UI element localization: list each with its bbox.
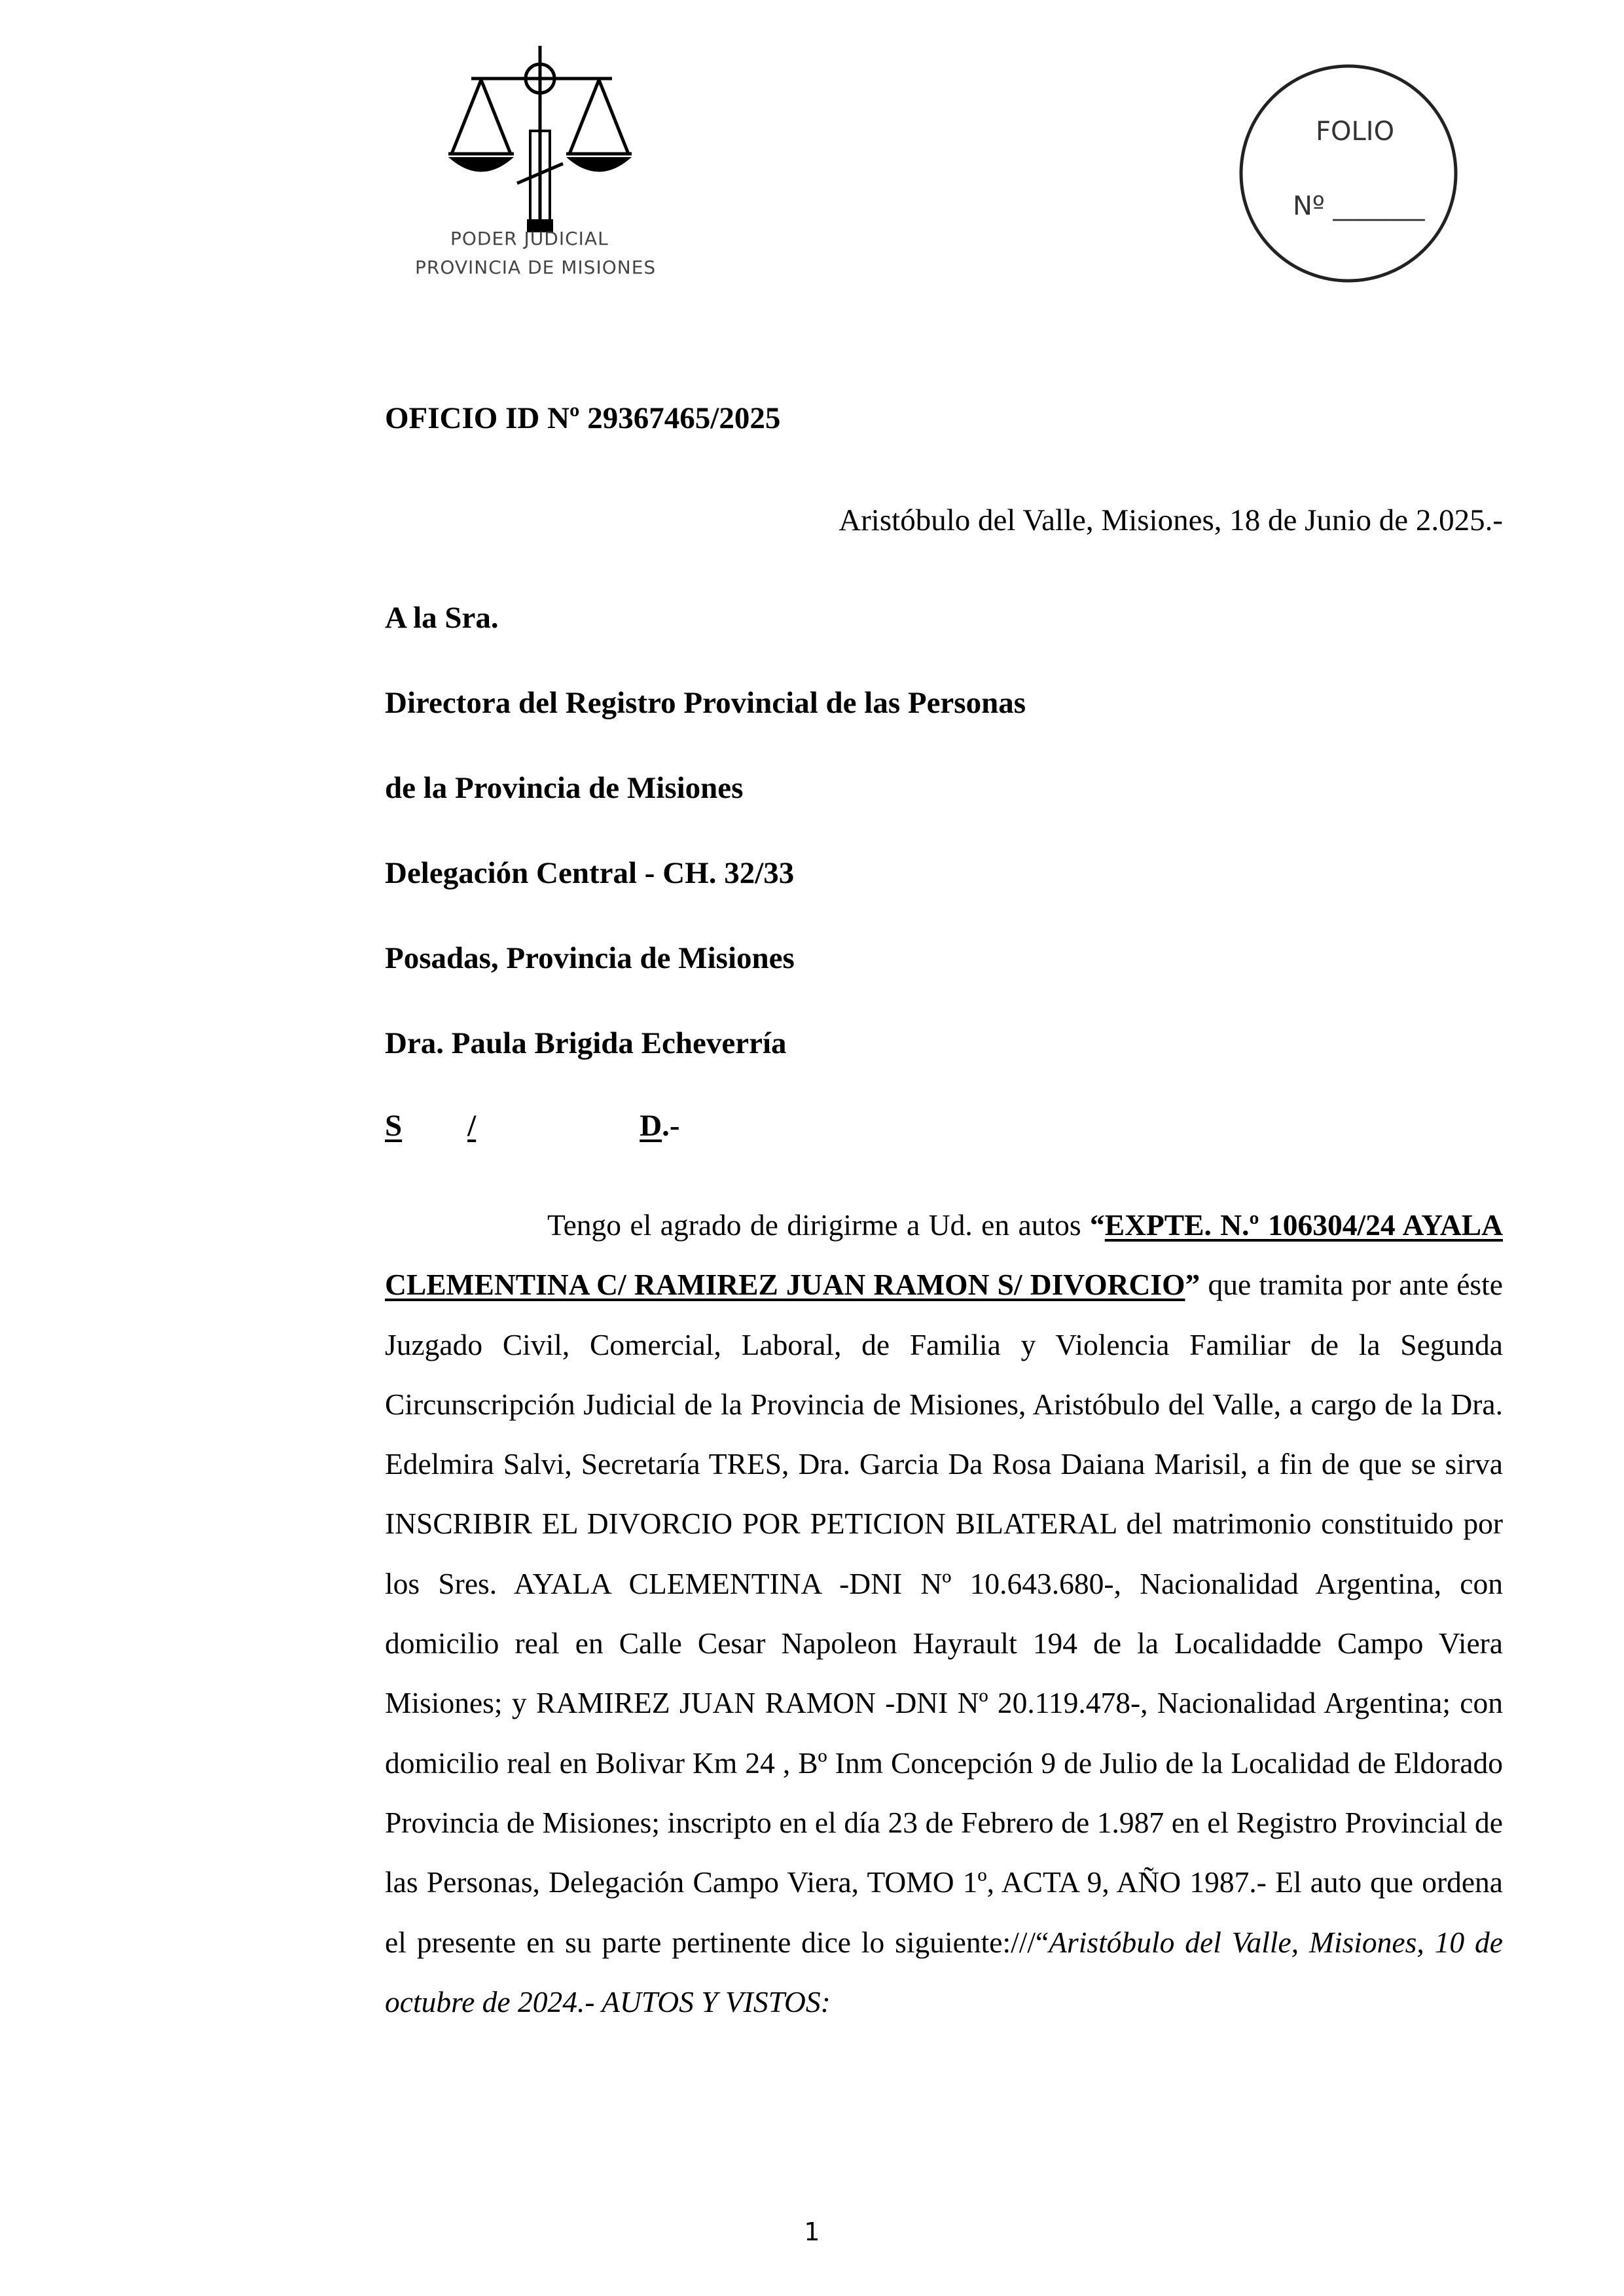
- case-close-quote: ”: [1185, 1268, 1200, 1302]
- folio-stamp-circle: [1237, 62, 1460, 285]
- body-quoted-italic: Aristóbulo del Valle, Misiones, 10 de octubre de 2024.- AUTOS Y VISTOS:: [385, 1925, 1503, 2018]
- page-number: 1: [804, 2217, 820, 2246]
- case-open-quote: “: [1090, 1208, 1105, 1242]
- recipient-line-1: A la Sra.: [385, 601, 499, 635]
- salutation: [385, 1108, 680, 1143]
- recipient-line-2: Directora del Registro Provincial de las Personas: [385, 686, 1026, 720]
- body-intro: Tengo el agrado de dirigirme a Ud. en autos: [547, 1208, 1091, 1242]
- date-line: Aristóbulo del Valle, Misiones, 18 de Junio de 2.025.-: [839, 503, 1503, 537]
- body-main: que tramita por ante éste Juzgado Civil, Comercial, Laboral, de Familia y Violencia Familiar de la Segunda Circunscripción Judicial de la Provincia de Misiones, Aristóbulo del Valle, a cargo de la Dra. Edelmira Salvi, Secretaría TRES, Dra. Garcia Da Rosa Daiana Marisil, a fin de que se sirva INSCRIBIR EL DIVORCIO POR PETICION BILATERAL del matrimonio constituido por los Sres. AYALA CLEMENTINA -DNI Nº 10.643.680-, Nacionalidad Argentina, con domicilio real en Calle Cesar Napoleon Hayrault 194 de la Localidadde Campo Viera Misiones; y RAMIREZ JUAN RAMON -DNI Nº 20.119.478-, Nacionalidad Argentina; con domicilio real en Bolivar Km 24 , Bº Inm Concepción 9 de Julio de la Localidad de Eldorado Provincia de Misiones; inscripto en el día 23 de Febrero de 1.987 en el Registro Provincial de las Personas, Delegación Campo Viera, TOMO 1º, ACTA 9, AÑO 1987.- El auto que ordena el presente en su parte pertinente dice lo siguiente:///“: [385, 1268, 1503, 1959]
- letterhead-line-2: PROVINCIA DE MISIONES: [415, 257, 657, 278]
- body-paragraph: [385, 1195, 1503, 2032]
- salutation-d: D: [640, 1109, 662, 1143]
- salutation-suffix: .-: [662, 1109, 680, 1143]
- recipient-line-4: Delegación Central - CH. 32/33: [385, 856, 795, 890]
- oficio-id: OFICIO ID Nº 29367465/2025: [385, 401, 781, 435]
- folio-stamp-title: FOLIO: [1316, 117, 1395, 147]
- recipient-line-3: de la Provincia de Misiones: [385, 771, 744, 805]
- folio-stamp-number: Nº _______: [1293, 191, 1425, 221]
- salutation-slash: /: [467, 1109, 477, 1143]
- letterhead-line-1: PODER JUDICIAL: [450, 228, 609, 249]
- case-title: EXPTE. N.º 106304/24 AYALA CLEMENTINA C/ RAMIREZ JUAN RAMON S/ DIVORCIO: [385, 1208, 1503, 1302]
- scales-of-justice-logo: [432, 33, 648, 249]
- recipient-line-5: Posadas, Provincia de Misiones: [385, 941, 795, 975]
- recipient-line-6: Dra. Paula Brigida Echeverría: [385, 1026, 787, 1060]
- salutation-s: S: [385, 1109, 403, 1143]
